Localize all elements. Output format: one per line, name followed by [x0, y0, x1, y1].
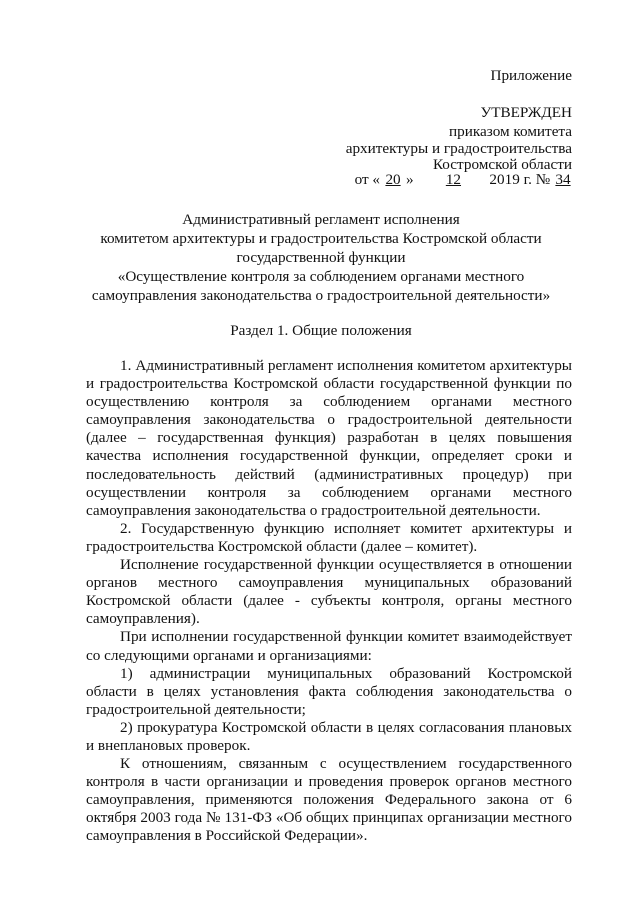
- order-line-1: приказом комитета: [449, 123, 572, 140]
- date-mid: »: [406, 171, 414, 188]
- document-title: [68, 210, 574, 305]
- appendix-label: Приложение: [490, 67, 572, 84]
- document-body: [86, 357, 572, 846]
- order-number: 34: [555, 171, 571, 188]
- paragraph: Исполнение государственной функции осуществляется в отношении органов местного самоуправления муниципальных образований Костромской области (далее - субъекты контроля, органы местного самоуправления).: [86, 556, 572, 628]
- order-date-line: [355, 170, 572, 189]
- title-line-1: Административный регламент исполнения: [182, 211, 460, 228]
- title-line-5: самоуправления законодательства о градостроительной деятельности»: [91, 287, 551, 304]
- paragraph: 1. Административный регламент исполнения комитетом архитектуры и градостроительства Костромской области государственной функции по осуществлению контроля за соблюдением органами местного самоуправления законодательства о градостроительной деятельности (далее – государственная функция) разработан в целях повышения качества исполнения государственной функции, определяет сроки и последовательность действий (административных процедур) при осуществлении контроля за соблюдением органами местного самоуправления законодательства о градостроительной деятельности.: [86, 357, 572, 519]
- section-title: Раздел 1. Общие положения: [230, 322, 412, 339]
- date-day: 20: [385, 171, 401, 188]
- title-line-4: «Осуществление контроля за соблюдением органами местного: [117, 268, 525, 285]
- paragraph: К отношениям, связанным с осуществлением государственного контроля в части организации и проведения проверок органов местного самоуправления, применяются положения Федерального закона от 6 октября 2003 года № 131-ФЗ «Об общих принципах организации местного самоуправления в Российской Федерации».: [86, 755, 572, 845]
- paragraph: 2) прокуратура Костромской области в целях согласования плановых и внеплановых проверок.: [86, 718, 572, 754]
- title-line-2: комитетом архитектуры и градостроительства Костромской области: [100, 230, 542, 247]
- date-year: 2019 г. №: [489, 171, 551, 188]
- date-prefix: от «: [354, 171, 381, 188]
- paragraph: 2. Государственную функцию исполняет комитет архитектуры и градостроительства Костромской области (далее – комитет).: [86, 519, 572, 555]
- order-line-3: Костромской области: [432, 156, 572, 173]
- date-month: 12: [445, 171, 462, 188]
- approved-label: УТВЕРЖДЕН: [480, 104, 572, 121]
- paragraph: 1) администрации муниципальных образований Костромской области в целях установления факта соблюдения законодательства о градостроительной деятельности;: [86, 664, 572, 718]
- title-line-3: государственной функции: [236, 249, 406, 266]
- order-line-2: архитектуры и градостроительства: [345, 140, 572, 157]
- paragraph: При исполнении государственной функции комитет взаимодействует со следующими органами и организациями:: [86, 628, 572, 664]
